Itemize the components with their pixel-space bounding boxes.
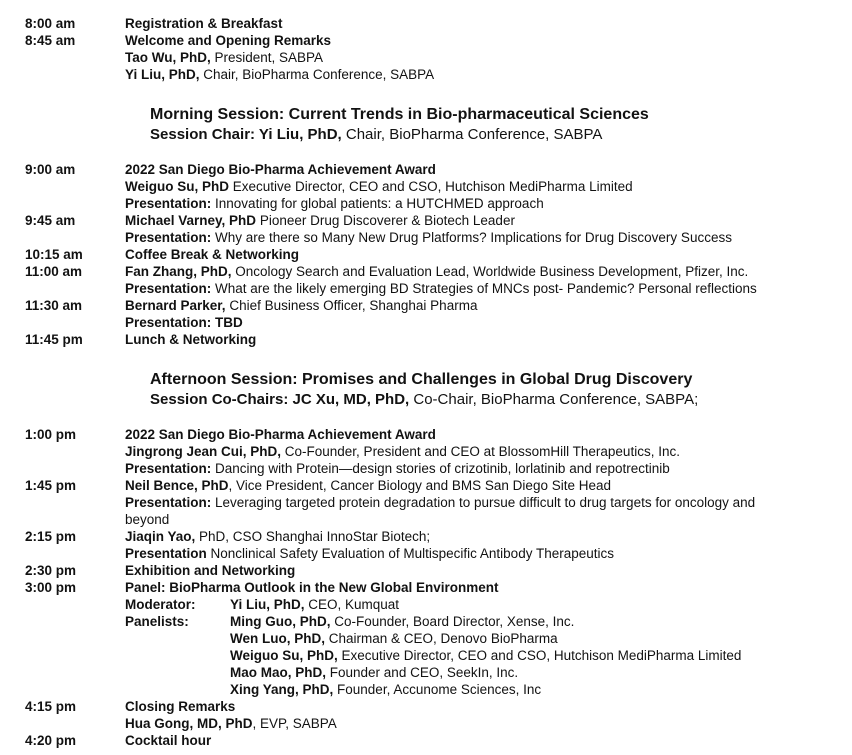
schedule-line <box>125 314 847 331</box>
text-segment: Xing Yang, PhD, <box>230 682 334 697</box>
schedule-line <box>125 15 847 32</box>
text-segment: Exhibition and Networking <box>125 563 296 578</box>
text-segment: Leveraging targeted protein degradation to pursue difficult to drug targets for oncology and <box>211 495 756 510</box>
text-segment: Presentation: <box>125 281 212 296</box>
text-segment: Session Chair: Yi Liu, PhD, <box>150 126 342 143</box>
text-segment: Presentation: <box>125 230 212 245</box>
text-segment: , EVP, SABPA <box>252 716 337 731</box>
time-cell: 11:00 am <box>25 264 83 279</box>
text-segment: Co-Chair, BioPharma Conference, SABPA; <box>409 391 699 408</box>
text-segment: Registration & Breakfast <box>125 16 283 31</box>
text-segment: Founder, Accunome Sciences, Inc <box>333 682 542 697</box>
text-segment: Panel: BioPharma Outlook in the New Global Environment <box>125 580 499 595</box>
text-segment: Innovating for global patients: a HUTCHMED approach <box>211 196 544 211</box>
schedule-line <box>125 494 847 511</box>
time-cell: 2:30 pm <box>25 563 77 578</box>
section-title: Morning Session: Current Trends in Bio-pharmaceutical Sciences <box>150 106 649 123</box>
text-segment: Chairman & CEO, Denovo BioPharma <box>325 631 558 646</box>
schedule-entry <box>25 161 852 212</box>
schedule-line <box>125 32 847 49</box>
session-section-header <box>150 105 852 144</box>
schedule-line <box>125 460 847 477</box>
text-segment: Mao Mao, PhD, <box>230 665 327 680</box>
schedule-line <box>125 49 847 66</box>
text-segment: CEO, Kumquat <box>304 597 400 612</box>
text-segment: Coffee Break & Networking <box>125 247 300 262</box>
time-cell: 1:00 pm <box>25 427 77 442</box>
entry-content <box>125 579 847 698</box>
time-cell: 11:45 pm <box>25 332 83 347</box>
schedule-entry <box>25 32 852 83</box>
schedule-line <box>125 443 847 460</box>
text-segment: What are the likely emerging BD Strategies of MNCs post- Pandemic? Personal reflections <box>211 281 757 296</box>
text-segment: Founder and CEO, SeekIn, Inc. <box>326 665 519 680</box>
time-cell: 9:00 am <box>25 162 76 177</box>
schedule-line <box>125 511 847 528</box>
time-cell: 11:30 am <box>25 298 83 313</box>
section-subtitle <box>150 125 852 144</box>
text-segment: Co-Founder, Board Director, Xense, Inc. <box>330 614 575 629</box>
text-segment: Jiaqin Yao, <box>125 529 196 544</box>
text-segment: Chair, BioPharma Conference, SABPA <box>341 126 603 143</box>
line-text <box>230 664 847 681</box>
text-segment: Michael Varney, PhD <box>125 213 257 228</box>
text-segment: Jingrong Jean Cui, PhD, <box>125 444 282 459</box>
schedule-entry <box>25 732 852 749</box>
entry-content <box>125 15 847 32</box>
role-label <box>125 664 230 681</box>
time-cell: 4:15 pm <box>25 699 77 714</box>
text-segment: Chair, BioPharma Conference, SABPA <box>199 67 435 82</box>
entry-content <box>125 426 847 477</box>
schedule-line <box>125 263 847 280</box>
role-label: Moderator: <box>125 597 196 612</box>
entry-content <box>125 331 847 348</box>
schedule-line <box>125 178 847 195</box>
schedule-entry <box>25 698 852 732</box>
schedule-line <box>125 698 847 715</box>
schedule-line <box>125 681 847 698</box>
entry-content <box>125 698 847 732</box>
schedule-entry <box>25 263 852 297</box>
schedule-line <box>125 647 847 664</box>
text-segment: Ming Guo, PhD, <box>230 614 331 629</box>
text-segment: Presentation: <box>125 461 212 476</box>
schedule-line <box>125 229 847 246</box>
text-segment: Executive Director, CEO and CSO, Hutchison MediPharma Limited <box>337 648 742 663</box>
text-segment: , Vice President, Cancer Biology and BMS San Diego Site Head <box>228 478 611 493</box>
schedule-entry <box>25 426 852 477</box>
text-segment: Welcome and Opening Remarks <box>125 33 332 48</box>
text-segment: President, SABPA <box>210 50 324 65</box>
text-segment: Presentation: <box>125 495 212 510</box>
schedule-entry <box>25 212 852 246</box>
text-segment: Yi Liu, PhD, <box>125 67 200 82</box>
schedule-entry <box>25 297 852 331</box>
schedule <box>25 15 852 749</box>
text-segment: Fan Zhang, PhD, <box>125 264 232 279</box>
section-title: Afternoon Session: Promises and Challenges in Global Drug Discovery <box>150 371 693 388</box>
text-segment: Presentation <box>125 546 207 561</box>
text-segment: Nonclinical Safety Evaluation of Multispecific Antibody Therapeutics <box>206 546 614 561</box>
text-segment: Lunch & Networking <box>125 332 257 347</box>
role-label <box>125 681 230 698</box>
schedule-line <box>125 579 847 596</box>
text-segment: Chief Business Officer, Shanghai Pharma <box>225 298 478 313</box>
entry-content <box>125 32 847 83</box>
entry-content <box>125 263 847 297</box>
section-subtitle <box>150 390 852 409</box>
schedule-line <box>125 297 847 314</box>
schedule-entry <box>25 15 852 32</box>
time-cell: 10:15 am <box>25 247 83 262</box>
schedule-line <box>125 732 847 749</box>
time-cell: 9:45 am <box>25 213 76 228</box>
entry-content <box>125 297 847 331</box>
text-segment: Executive Director, CEO and CSO, Hutchison MediPharma Limited <box>229 179 633 194</box>
text-segment: Weiguo Su, PhD, <box>230 648 338 663</box>
time-cell: 1:45 pm <box>25 478 77 493</box>
text-segment: Co-Founder, President and CEO at BlossomHill Therapeutics, Inc. <box>281 444 680 459</box>
entry-content <box>125 212 847 246</box>
text-segment: Yi Liu, PhD, <box>230 597 305 612</box>
text-segment: PhD, CSO Shanghai InnoStar Biotech; <box>195 529 431 544</box>
role-label <box>125 630 230 647</box>
schedule-line <box>125 545 847 562</box>
line-text <box>230 681 847 698</box>
time-cell: 4:20 pm <box>25 733 77 748</box>
text-segment: Session Co-Chairs: JC Xu, MD, PhD, <box>150 391 410 408</box>
schedule-line <box>125 477 847 494</box>
text-segment: 2022 San Diego Bio-Pharma Achievement Award <box>125 162 436 177</box>
schedule-entry <box>25 562 852 579</box>
schedule-entry <box>25 477 852 528</box>
time-cell: 8:00 am <box>25 16 76 31</box>
entry-content <box>125 477 847 528</box>
schedule-line <box>125 66 847 83</box>
schedule-line <box>125 596 847 613</box>
text-segment: Oncology Search and Evaluation Lead, Worldwide Business Development, Pfizer, Inc. <box>231 264 749 279</box>
session-section-header <box>150 370 852 409</box>
text-segment: Hua Gong, MD, PhD <box>125 716 253 731</box>
schedule-line <box>125 613 847 630</box>
schedule-line <box>125 161 847 178</box>
entry-content <box>125 562 847 579</box>
schedule-line <box>125 246 847 263</box>
schedule-entry <box>25 579 852 698</box>
text-segment: Pioneer Drug Discoverer & Biotech Leader <box>256 213 515 228</box>
text-segment: beyond <box>125 512 170 527</box>
text-segment: Weiguo Su, PhD <box>125 179 229 194</box>
line-text <box>230 647 847 664</box>
schedule-line <box>125 664 847 681</box>
text-segment: Presentation: TBD <box>125 315 243 330</box>
line-text <box>230 596 847 613</box>
schedule-line <box>125 331 847 348</box>
text-segment: Cocktail hour <box>125 733 212 748</box>
text-segment: Why are there so Many New Drug Platforms? Implications for Drug Discovery Success <box>211 230 732 245</box>
schedule-line <box>125 426 847 443</box>
entry-content <box>125 161 847 212</box>
schedule-entry <box>25 246 852 263</box>
schedule-line <box>125 630 847 647</box>
schedule-entry <box>25 331 852 348</box>
line-text <box>230 613 847 630</box>
text-segment: Wen Luo, PhD, <box>230 631 325 646</box>
time-cell: 3:00 pm <box>25 580 77 595</box>
line-text <box>230 630 847 647</box>
text-segment: Dancing with Protein—design stories of crizotinib, lorlatinib and repotrectinib <box>211 461 670 476</box>
schedule-line <box>125 212 847 229</box>
entry-content <box>125 528 847 562</box>
text-segment: Closing Remarks <box>125 699 236 714</box>
entry-content <box>125 246 847 263</box>
schedule-entry <box>25 528 852 562</box>
time-cell: 2:15 pm <box>25 529 77 544</box>
schedule-line <box>125 528 847 545</box>
entry-content <box>125 732 847 749</box>
schedule-line <box>125 562 847 579</box>
schedule-line <box>125 715 847 732</box>
role-label <box>125 647 230 664</box>
schedule-line <box>125 195 847 212</box>
schedule-line <box>125 280 847 297</box>
text-segment: Bernard Parker, <box>125 298 226 313</box>
text-segment: Tao Wu, PhD, <box>125 50 211 65</box>
text-segment: 2022 San Diego Bio-Pharma Achievement Award <box>125 427 436 442</box>
role-label: Panelists: <box>125 614 189 629</box>
time-cell: 8:45 am <box>25 33 76 48</box>
text-segment: Neil Bence, PhD <box>125 478 229 493</box>
text-segment: Presentation: <box>125 196 212 211</box>
